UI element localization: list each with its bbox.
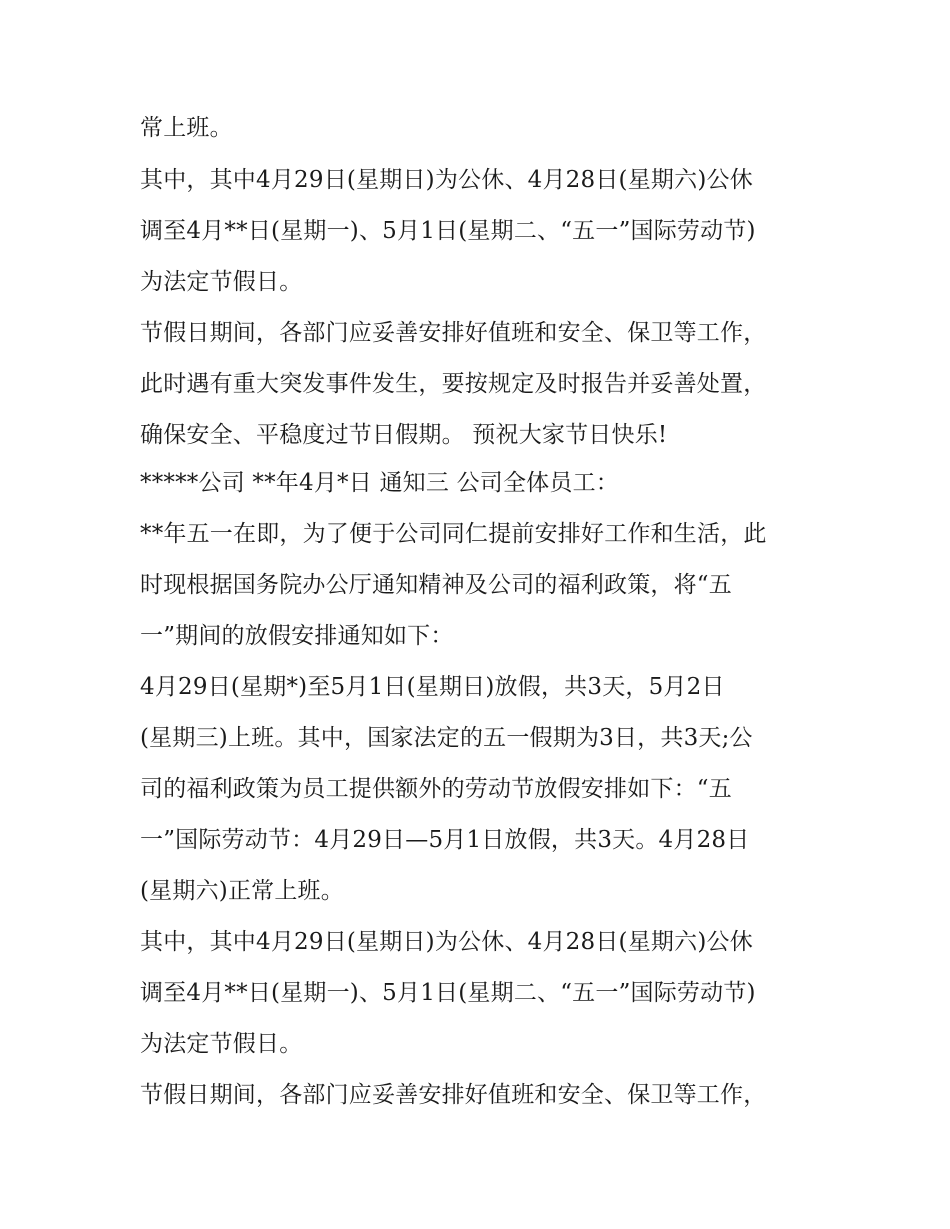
text-line: 常上班。	[140, 115, 233, 141]
text-line: 其中，其中4月29日(星期日)为公休、4月28日(星期六)公休	[140, 167, 753, 193]
text-line: 司的福利政策为员工提供额外的劳动节放假安排如下：“五	[140, 776, 732, 802]
text-line: 一”国际劳动节：4月29日—5月1日放假，共3天。4月28日	[140, 827, 750, 853]
text-line: 为法定节假日。	[140, 269, 303, 295]
text-line: **年五一在即，为了便于公司同仁提前安排好工作和生活，此	[140, 521, 767, 547]
text-line: 时现根据国务院办公厅通知精神及公司的福利政策，将“五	[140, 572, 732, 598]
text-line: 确保安全、平稳度过节日假期。 预祝大家节日快乐!	[140, 422, 668, 448]
text-line: 调至4月**日(星期一)、5月1日(星期二、“五一”国际劳动节)	[140, 980, 756, 1006]
text-line: (星期三)上班。其中，国家法定的五一假期为3日，共3天;公	[140, 725, 753, 751]
text-line: 节假日期间，各部门应妥善安排好值班和安全、保卫等工作，	[140, 1082, 767, 1108]
text-line: 节假日期间，各部门应妥善安排好值班和安全、保卫等工作，	[140, 320, 767, 346]
text-line: 为法定节假日。	[140, 1031, 303, 1057]
text-line: 此时遇有重大突发事件发生，要按规定及时报告并妥善处置，	[140, 371, 767, 397]
text-line: 一”期间的放假安排通知如下：	[140, 623, 454, 649]
text-line: 调至4月**日(星期一)、5月1日(星期二、“五一”国际劳动节)	[140, 218, 756, 244]
text-line: *****公司 **年4月*日 通知三 公司全体员工：	[140, 470, 619, 496]
text-line: 4月29日(星期*)至5月1日(星期日)放假，共3天，5月2日	[140, 674, 725, 700]
text-line: (星期六)正常上班。	[140, 878, 344, 904]
text-line: 其中，其中4月29日(星期日)为公休、4月28日(星期六)公休	[140, 929, 753, 955]
